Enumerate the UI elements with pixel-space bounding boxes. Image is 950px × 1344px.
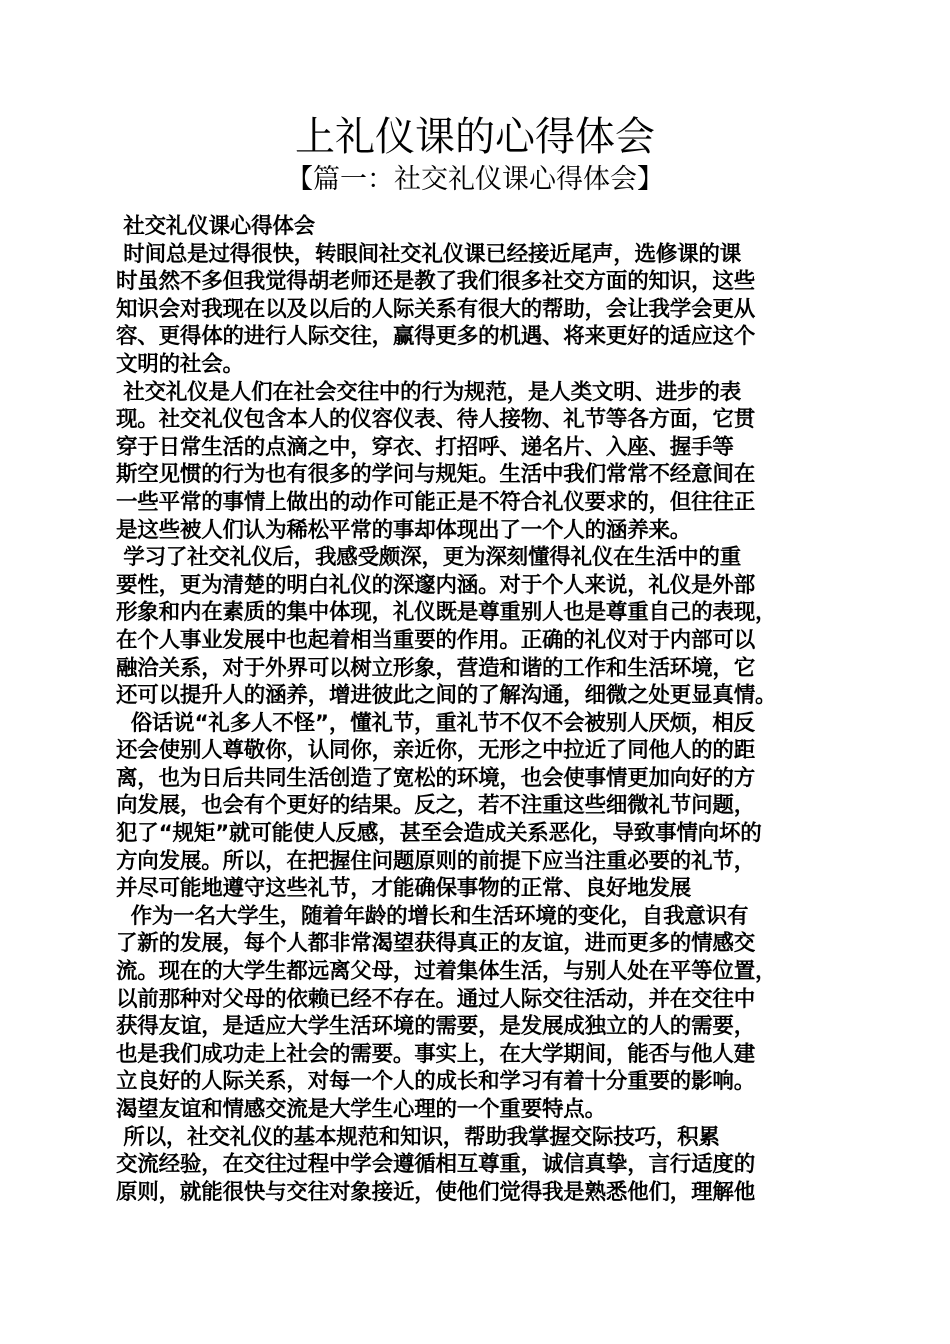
body-line: 并尽可能地遵守这些礼节，才能确保事物的正常、良好地发展: [116, 876, 692, 902]
body-line: 是这些被人们认为稀松平常的事却体现出了一个人的涵养来。: [116, 517, 692, 543]
body-line: 向发展，也会有个更好的结果。反之，若不注重这些细微礼节问题，: [116, 793, 756, 819]
body-line: 还可以提升人的涵养，增进彼此之间的了解沟通，细微之处更显真情。: [116, 683, 777, 709]
body-line: 形象和内在素质的集中体现，礼仪既是尊重别人也是尊重自己的表现，: [116, 600, 777, 626]
body-line: 在个人事业发展中也起着相当重要的作用。正确的礼仪对于内部可以: [116, 627, 756, 653]
body-line: 犯了“规矩”就可能使人反感，甚至会造成关系恶化，导致事情向坏的: [116, 821, 762, 847]
body-line: 离，也为日后共同生活创造了宽松的环境，也会使事情更加向好的方: [116, 765, 756, 791]
body-line: 渴望友谊和情感交流是大学生心理的一个重要特点。: [116, 1097, 606, 1122]
body-line: 还会使别人尊敬你，认同你，亲近你，无形之中拉近了同他人的的距: [116, 738, 756, 764]
body-line: 时虽然不多但我觉得胡老师还是教了我们很多社交方面的知识，这些: [116, 269, 756, 295]
document-title: 上礼仪课的心得体会: [295, 114, 655, 160]
body-line: 现。社交礼仪包含本人的仪容仪表、待人接物、礼节等各方面，它贯: [116, 407, 756, 433]
body-line: 斯空见惯的行为也有很多的学问与规矩。生活中我们常常不经意间在: [116, 462, 756, 488]
section-heading: 社交礼仪课心得体会: [116, 214, 315, 239]
body-line: 作为一名大学生，随着年龄的增长和生活环境的变化，自我意识有: [116, 903, 749, 929]
body-line: 社交礼仪是人们在社会交往中的行为规范，是人类文明、进步的表: [116, 379, 741, 405]
body-line: 立良好的人际关系，对每一个人的成长和学习有着十分重要的影响。: [116, 1069, 756, 1095]
body-line: 一些平常的事情上做出的动作可能正是不符合礼仪要求的，但往往正: [116, 489, 756, 515]
body-line: 原则，就能很快与交往对象接近，使他们觉得我是熟悉他们，理解他: [116, 1179, 756, 1205]
body-line: 俗话说“礼多人不怪”，懂礼节，重礼节不仅不会被别人厌烦，相反: [116, 710, 755, 736]
body-line: 以前那种对父母的依赖已经不存在。通过人际交往活动，并在交往中: [116, 986, 756, 1012]
body-line: 获得友谊，是适应大学生活环境的需要，是发展成独立的人的需要，: [116, 1014, 756, 1040]
document-body: [116, 213, 846, 1206]
body-line: 融洽关系，对于外界可以树立形象，营造和谐的工作和生活环境，它: [116, 655, 756, 681]
body-line: 方向发展。所以，在把握住问题原则的前提下应当注重必要的礼节，: [116, 848, 756, 874]
body-line: 所以，社交礼仪的基本规范和知识，帮助我掌握交际技巧，积累: [116, 1124, 720, 1150]
document-subtitle: 【篇一：社交礼仪课心得体会】: [286, 164, 664, 195]
body-line: 也是我们成功走上社会的需要。事实上，在大学期间，能否与他人建: [116, 1041, 756, 1067]
body-line: 要性，更为清楚的明白礼仪的深邃内涵。对于个人来说，礼仪是外部: [116, 572, 756, 598]
body-line: 知识会对我现在以及以后的人际关系有很大的帮助，会让我学会更从: [116, 296, 756, 322]
body-line: 文明的社会。: [116, 351, 244, 377]
body-line: 了新的发展，每个人都非常渴望获得真正的友谊，进而更多的情感交: [116, 931, 756, 957]
body-line: 学习了社交礼仪后，我感受颇深，更为深刻懂得礼仪在生活中的重: [116, 545, 741, 571]
body-line: 流。现在的大学生都远离父母，过着集体生活，与别人处在平等位置，: [116, 959, 777, 985]
body-line: 容、更得体的进行人际交往，赢得更多的机遇、将来更好的适应这个: [116, 324, 756, 350]
body-line: 交流经验，在交往过程中学会遵循相互尊重，诚信真挚，言行适度的: [116, 1152, 756, 1178]
body-line: 穿于日常生活的点滴之中，穿衣、打招呼、递名片、入座、握手等: [116, 434, 734, 460]
body-line: 时间总是过得很快，转眼间社交礼仪课已经接近尾声，选修课的课: [116, 241, 741, 267]
